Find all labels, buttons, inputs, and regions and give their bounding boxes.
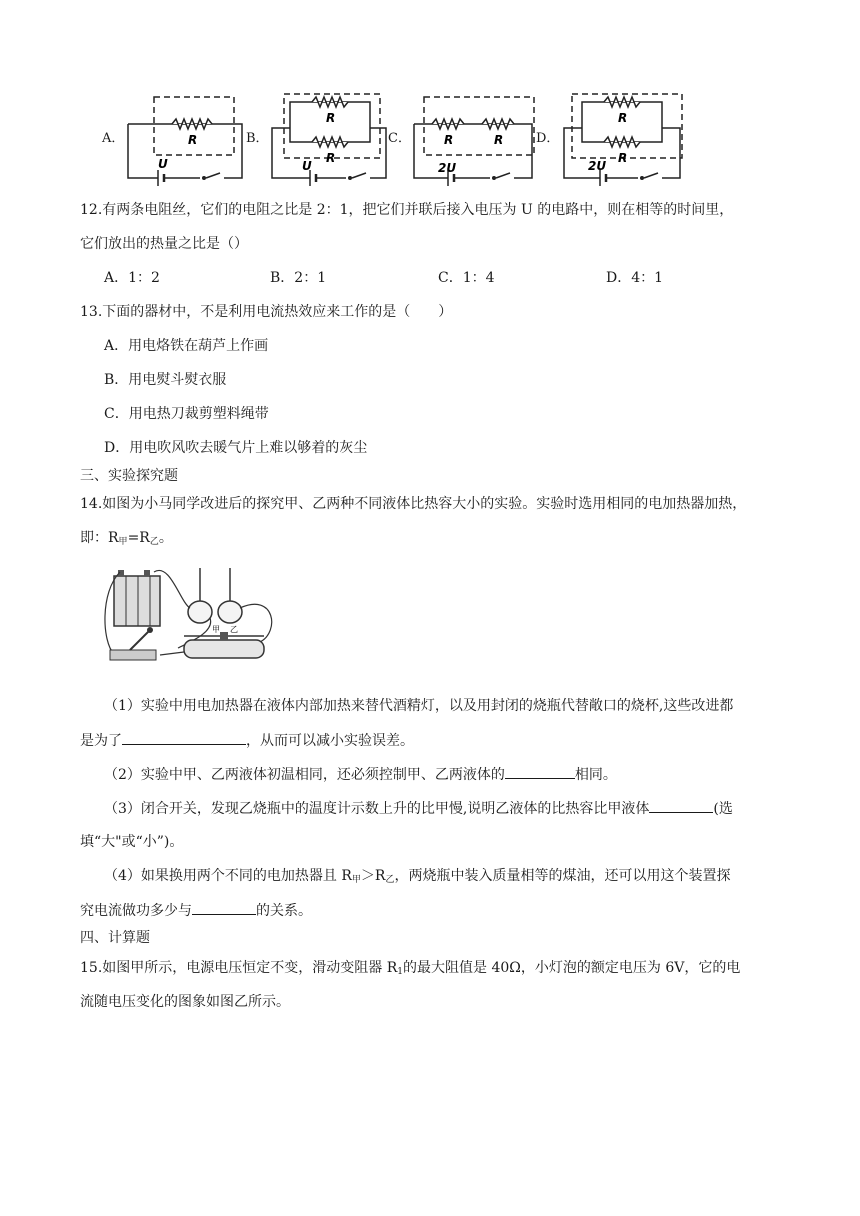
q12-choice-a: A．1：2 — [104, 270, 160, 286]
answer-blank-1[interactable] — [122, 730, 246, 745]
section-heading-calculation: 四、计算题 — [80, 930, 150, 946]
r-label: R — [618, 151, 628, 165]
q12-line2: 它们放出的热量之比是（） — [80, 236, 248, 252]
q12-choice-d: D．4：1 — [606, 270, 664, 286]
source-label: 2U — [588, 159, 607, 173]
answer-blank-4[interactable] — [192, 900, 256, 915]
answer-blank-2[interactable] — [505, 764, 575, 779]
r-label: R — [444, 133, 454, 147]
q13-choice-d: D．用电吹风吹去暖气片上难以够着的灰尘 — [104, 440, 368, 456]
q14-line1: 14.如图为小马同学改进后的探究甲、乙两种不同液体比热容大小的实验。实验时选用相同的电加热器加热， — [80, 496, 747, 512]
q13-choice-c: C．用电热刀裁剪塑料绳带 — [104, 406, 269, 422]
r-label: R — [618, 111, 628, 125]
q14-part4-line2: 究电流做功多少与 的关系。 — [80, 900, 312, 921]
source-label: U — [158, 157, 168, 171]
r-label: R — [188, 133, 198, 147]
flask-label-yi: 乙 — [230, 625, 238, 634]
q12-choice-c: C．1：4 — [438, 270, 495, 286]
q12-line1: 12.有两条电阻丝，它们的电阻之比是 2：1，把它们并联后接入电压为 U 的电路中，则在相等的时间里， — [80, 202, 734, 218]
q14-part2: （2）实验中甲、乙两液体初温相同，还必须控制甲、乙两液体的 相同。 — [104, 764, 617, 785]
r-label: R — [326, 151, 336, 165]
q12-choice-b: B．2：1 — [270, 270, 327, 286]
q15-line1: 15.如图甲所示，电源电压恒定不变，滑动变阻器 $R_1$的最大阻值是 40Ω，小灯泡的额定电压为 6V，它的电 — [80, 960, 741, 977]
option-a-label: A． — [102, 131, 125, 146]
circuit-c-diagram — [408, 94, 538, 186]
option-c-label: C． — [388, 131, 411, 146]
q13-choice-a: A．用电烙铁在葫芦上作画 — [104, 338, 269, 354]
circuit-d-diagram — [556, 90, 686, 186]
q14-part4-line1: （4）如果换用两个不同的电加热器且 $R_甲>R_乙$，两烧瓶中装入质量相等的煤油，还可以用这个装置探 — [104, 868, 731, 885]
r-label: R — [326, 111, 336, 125]
q14-part3-line2: 填“大"或“小”)。 — [80, 834, 184, 850]
source-label: 2U — [438, 161, 457, 175]
option-b-label: B． — [246, 131, 269, 146]
q13-choice-b: B．用电熨斗熨衣服 — [104, 372, 227, 388]
q14-line2: 即：$R_甲=R_乙$。 — [80, 530, 173, 547]
section-heading-experiment: 三、实验探究题 — [80, 468, 178, 484]
circuit-b-diagram — [266, 90, 392, 186]
q14-part1-line1: （1）实验中用电加热器在液体内部加热来替代酒精灯，以及用封闭的烧瓶代替敞口的烧杯,这些改进都 — [104, 698, 734, 714]
flask-label-jia: 甲 — [212, 625, 220, 634]
q13-stem: 13.下面的器材中，不是利用电流热效应来工作的是（ ） — [80, 304, 453, 320]
experiment-apparatus-figure — [100, 562, 286, 672]
r-label: R — [494, 133, 504, 147]
source-label: U — [302, 159, 312, 173]
option-d-label: D． — [536, 131, 560, 146]
q14-part1-line2: 是为了 ，从而可以减小实验误差。 — [80, 730, 414, 751]
q15-line2: 流随电压变化的图象如图乙所示。 — [80, 994, 290, 1010]
answer-blank-3[interactable] — [649, 798, 713, 813]
circuit-a-diagram — [122, 94, 248, 186]
q14-part3-line1: （3）闭合开关，发现乙烧瓶中的温度计示数上升的比甲慢,说明乙液体的比热容比甲液体 (选 — [104, 798, 733, 819]
